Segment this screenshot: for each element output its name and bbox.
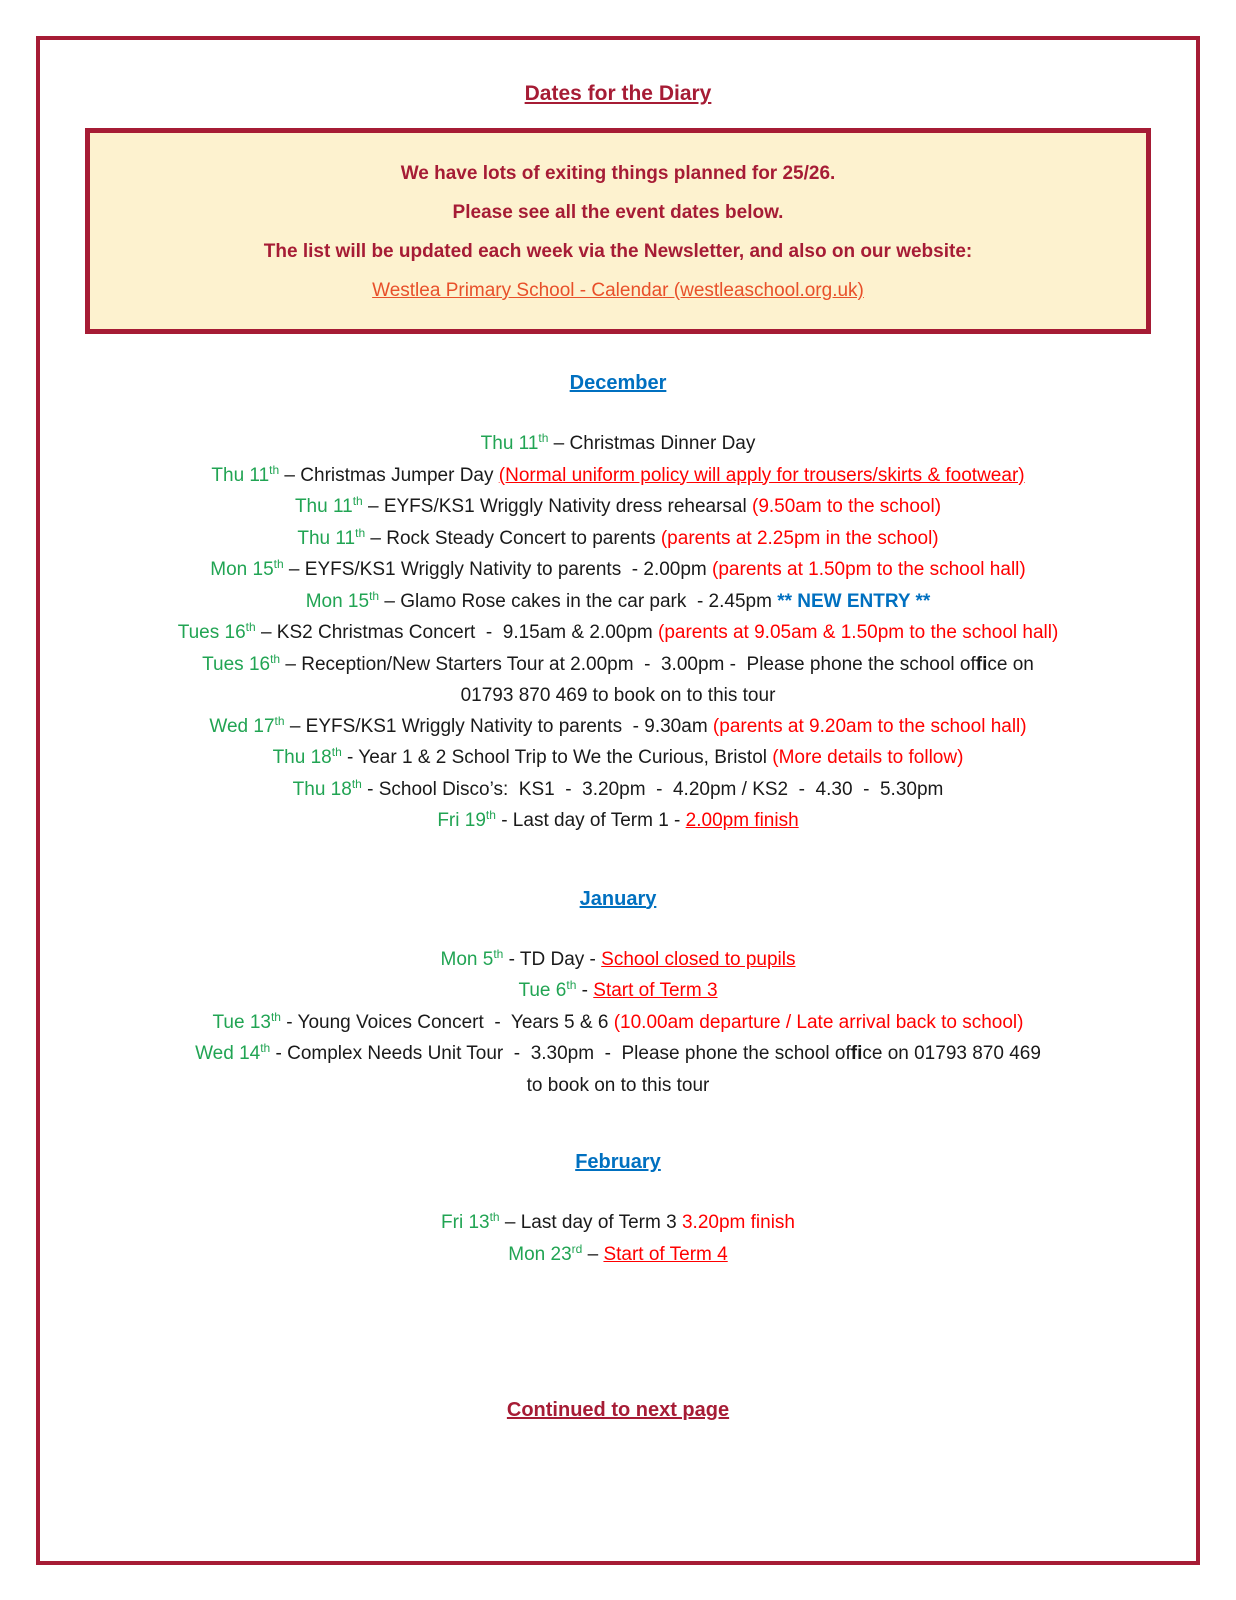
event-text-segment: fi [975, 653, 988, 675]
event-text-segment: (Normal uniform policy will apply for trousers/skirts & footwear) [498, 464, 1025, 486]
event-text-segment: ** NEW ENTRY ** [777, 590, 931, 612]
event-text-segment: ce on [987, 653, 1034, 675]
event-line [40, 429, 1196, 461]
event-text-segment: – Reception/New Starters Tour at 2.00pm - 3.00pm - Please phone the school of [280, 653, 976, 675]
event-text-segment: – Christmas Jumper Day [279, 464, 499, 486]
event-text-segment: – EYFS/KS1 Wriggly Nativity dress rehearsal [362, 496, 752, 517]
calendar-link[interactable]: Westlea Primary School - Calendar (westleaschool.org.uk) [372, 280, 864, 301]
event-line [40, 461, 1196, 493]
section-heading: January [579, 887, 657, 910]
ordinal-suffix: th [566, 978, 577, 992]
section-heading: February [575, 1151, 661, 1173]
event-line [40, 945, 1196, 977]
event-text-segment: Tues 16 [177, 622, 246, 643]
section-february [40, 1151, 1196, 1271]
event-line [40, 681, 1196, 712]
event-line [40, 775, 1196, 807]
intro-link-row [100, 280, 1136, 303]
event-text-segment: Wed 14 [195, 1043, 261, 1064]
section-december [40, 372, 1196, 838]
ordinal-suffix: th [369, 588, 380, 603]
event-line [40, 1039, 1196, 1071]
intro-box [85, 128, 1151, 334]
event-text-segment: (parents at 2.25pm in the school) [660, 527, 939, 549]
ordinal-suffix: th [245, 620, 256, 634]
section-heading: December [569, 372, 667, 394]
event-text-segment: 2.00pm finish [685, 810, 799, 831]
event-text-segment: - [576, 980, 594, 1001]
event-text-segment: to book on to this tour [526, 1074, 710, 1096]
ordinal-suffix: th [270, 1009, 281, 1024]
event-text-segment: (parents at 9.05am & 1.50pm to the school hall) [658, 622, 1059, 643]
event-text-segment: Thu 11 [294, 496, 353, 517]
ordinal-suffix: th [331, 745, 342, 759]
event-text-segment: Fri 19 [437, 810, 486, 831]
event-text-segment: – EYFS/KS1 Wriggly Nativity to parents - 9.30am [284, 715, 713, 737]
event-text-segment: – EYFS/KS1 Wriggly Nativity to parents - 2.00pm [283, 559, 713, 580]
event-text-segment: - Complex Needs Unit Tour - 3.30pm - Please phone the school of [270, 1043, 851, 1064]
event-text-segment: - School Disco’s: KS1 - 3.20pm - 4.20pm / KS2 - 4.30 - 5.30pm [361, 778, 944, 800]
event-line [40, 555, 1196, 587]
events-sections [40, 372, 1196, 1271]
intro-text-line: Please see all the event dates below. [452, 202, 784, 223]
event-text-segment: Tues 16 [202, 653, 271, 675]
event-text-segment: Thu 18 [272, 747, 332, 768]
ordinal-suffix: th [269, 462, 280, 477]
event-text-segment: Tue 13 [212, 1011, 271, 1033]
ordinal-suffix: th [493, 946, 504, 961]
ordinal-suffix: th [273, 557, 284, 571]
event-line [40, 524, 1196, 556]
event-text-segment: – Rock Steady Concert to parents [365, 527, 661, 549]
ordinal-suffix: th [355, 525, 366, 540]
event-text-segment: (More details to follow) [772, 747, 964, 768]
page-title: Dates for the Diary [524, 82, 712, 105]
ordinal-suffix: rd [571, 1241, 583, 1256]
event-text-segment: – Christmas Dinner Day [548, 433, 756, 454]
event-text-segment: Wed 17 [209, 715, 275, 737]
page-border [36, 36, 1200, 1565]
event-text-segment: 01793 870 469 to book on to this tour [460, 685, 776, 706]
event-text-segment: Thu 18 [292, 778, 352, 800]
event-text-segment: fi [850, 1043, 863, 1064]
event-text-segment: (parents at 1.50pm to the school hall) [712, 559, 1026, 580]
event-text-segment: Mon 23 [508, 1243, 572, 1265]
event-text-segment: Mon 15 [210, 559, 274, 580]
event-text-segment: - Young Voices Concert - Years 5 & 6 [280, 1011, 614, 1033]
event-line [40, 712, 1196, 744]
event-line [40, 618, 1196, 650]
event-text-segment: Start of Term 4 [603, 1243, 728, 1265]
event-text-segment: 3.20pm finish [681, 1212, 795, 1233]
event-text-segment: - Last day of Term 1 - [495, 810, 686, 831]
ordinal-suffix: th [489, 1210, 500, 1224]
event-text-segment: Thu 11 [297, 527, 356, 549]
event-text-segment: Fri 13 [441, 1212, 490, 1233]
intro-text-line: The list will be updated each week via the Newsletter, and also on our website: [263, 241, 973, 262]
event-text-segment: – Last day of Term 3 [499, 1212, 682, 1233]
ordinal-suffix: th [538, 431, 549, 445]
event-line [40, 806, 1196, 838]
event-text-segment: ce on 01793 870 469 [862, 1043, 1041, 1064]
event-text-segment: Start of Term 3 [593, 980, 718, 1001]
event-text-segment: – Glamo Rose cakes in the car park - 2.45pm [379, 590, 778, 612]
event-text-segment: – KS2 Christmas Concert - 9.15am & 2.00pm [255, 622, 659, 643]
continued-note: Continued to next page [506, 1399, 730, 1421]
event-text-segment: - TD Day - [503, 948, 602, 970]
event-text-segment: (parents at 9.20am to the school hall) [712, 715, 1027, 737]
event-line [40, 743, 1196, 775]
event-text-segment: Tue 6 [518, 980, 567, 1001]
ordinal-suffix: th [260, 1041, 271, 1055]
section-january [40, 888, 1196, 1102]
event-text-segment: (9.50am to the school) [752, 496, 942, 517]
event-line [40, 492, 1196, 524]
event-line [40, 587, 1196, 619]
ordinal-suffix: th [270, 651, 281, 666]
event-text-segment: – [582, 1243, 604, 1265]
event-text-segment: (10.00am departure / Late arrival back to school) [613, 1011, 1024, 1033]
event-text-segment: Mon 15 [305, 590, 370, 612]
ordinal-suffix: th [351, 776, 362, 791]
ordinal-suffix: th [274, 713, 285, 728]
intro-text-line: We have lots of exiting things planned for 25/26. [400, 163, 836, 184]
event-text-segment: - Year 1 & 2 School Trip to We the Curious, Bristol [341, 747, 773, 768]
event-line [40, 1208, 1196, 1240]
event-line [40, 650, 1196, 682]
event-text-segment: Thu 11 [480, 433, 539, 454]
event-line [40, 1071, 1196, 1102]
event-text-segment: School closed to pupils [601, 948, 796, 970]
ordinal-suffix: th [352, 494, 363, 508]
event-text-segment: Mon 5 [440, 948, 494, 970]
event-line [40, 1240, 1196, 1272]
event-text-segment: Thu 11 [211, 464, 270, 486]
event-line [40, 1008, 1196, 1040]
ordinal-suffix: th [485, 808, 496, 822]
event-line [40, 976, 1196, 1008]
